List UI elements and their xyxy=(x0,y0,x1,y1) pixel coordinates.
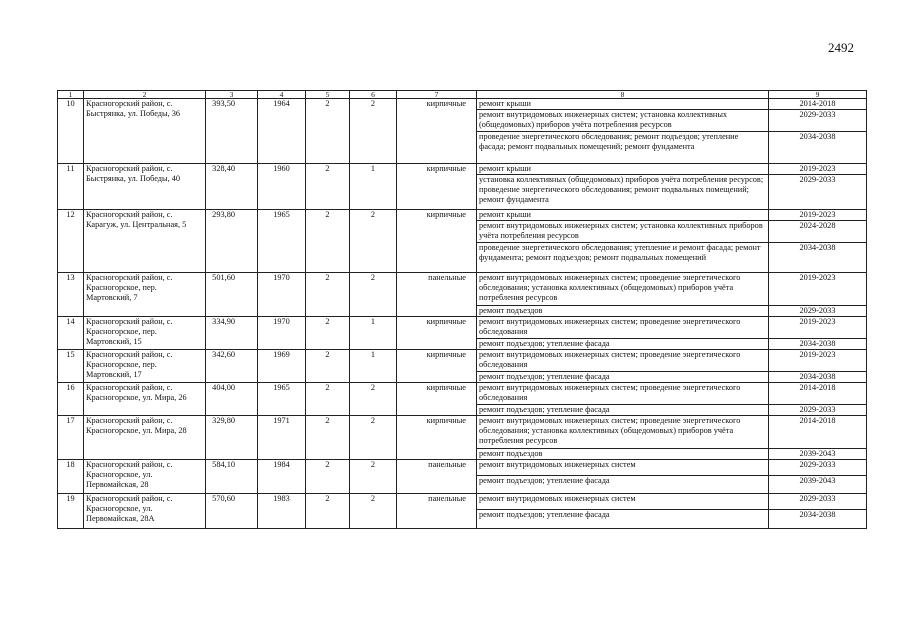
entrances-cell: 2 xyxy=(350,494,397,529)
floors-cell: 2 xyxy=(306,99,350,164)
year-cell: 1970 xyxy=(258,316,306,349)
house-number-cell: 16 xyxy=(58,382,84,415)
header-cell: 2 xyxy=(84,91,206,99)
period-cell: 2019-2023 xyxy=(769,349,867,371)
year-cell: 1969 xyxy=(258,349,306,382)
entrances-cell: 2 xyxy=(350,460,397,494)
work-type-cell: ремонт внутридомовых инженерных систем xyxy=(477,460,769,476)
entrances-cell: 2 xyxy=(350,415,397,459)
entrances-cell: 2 xyxy=(350,99,397,164)
period-cell: 2034-2038 xyxy=(769,132,867,164)
work-type-cell: ремонт внутридомовых инженерных систем; проведение энергетического обследования; установка коллективных (общедомовых) приборов учёта потребления ресурсов xyxy=(477,415,769,448)
header-cell: 8 xyxy=(477,91,769,99)
work-type-cell: ремонт внутридомовых инженерных систем; проведение энергетического обследования xyxy=(477,382,769,404)
wall-material-cell: кирпичные xyxy=(397,99,477,164)
floors-cell: 2 xyxy=(306,382,350,415)
work-type-cell: ремонт крыши xyxy=(477,99,769,110)
area-cell: 404,00 xyxy=(206,382,258,415)
work-type-cell: ремонт подъездов; утепление фасада xyxy=(477,371,769,382)
work-type-cell: ремонт внутридомовых инженерных систем; проведение энергетического обследования xyxy=(477,316,769,338)
entrances-cell: 1 xyxy=(350,349,397,382)
period-cell: 2029-2033 xyxy=(769,305,867,316)
work-type-cell: установка коллективных (общедомовых) приборов учёта потребления ресурсов; проведение энергетического обследования; ремонт подвальных помещений; ремонт фундамента xyxy=(477,175,769,210)
header-row xyxy=(58,91,867,99)
floors-cell: 2 xyxy=(306,210,350,272)
address-cell: Красногорский район, с. Красногорское, пер. Мартовский, 7 xyxy=(84,272,206,316)
work-type-cell: ремонт внутридомовых инженерных систем; проведение энергетического обследования; установка коллективных (общедомовых) приборов учёта потребления ресурсов xyxy=(477,272,769,305)
area-cell: 584,10 xyxy=(206,460,258,494)
house-number-cell: 11 xyxy=(58,164,84,210)
header-cell: 5 xyxy=(306,91,350,99)
work-type-cell: ремонт крыши xyxy=(477,210,769,221)
header-cell: 7 xyxy=(397,91,477,99)
work-type-cell: ремонт подъездов; утепление фасада xyxy=(477,338,769,349)
area-cell: 293,80 xyxy=(206,210,258,272)
header-cell: 6 xyxy=(350,91,397,99)
work-type-cell: ремонт внутридомовых инженерных систем; установка коллективных (общедомовых) приборов учёта потребления ресурсов xyxy=(477,110,769,132)
work-type-cell: ремонт подъездов; утепление фасада xyxy=(477,476,769,494)
period-cell: 2014-2018 xyxy=(769,99,867,110)
period-cell: 2039-2043 xyxy=(769,448,867,459)
year-cell: 1960 xyxy=(258,164,306,210)
table-row xyxy=(58,272,867,305)
period-cell: 2034-2038 xyxy=(769,338,867,349)
area-cell: 328,40 xyxy=(206,164,258,210)
work-type-cell: проведение энергетического обследования; ремонт подъездов; утепление фасада; ремонт подвальных помещений; ремонт фундамента xyxy=(477,132,769,164)
period-cell: 2029-2033 xyxy=(769,404,867,415)
table-row xyxy=(58,382,867,404)
house-number-cell: 19 xyxy=(58,494,84,529)
entrances-cell: 1 xyxy=(350,164,397,210)
period-cell: 2014-2018 xyxy=(769,415,867,448)
work-type-cell: ремонт подъездов; утепление фасада xyxy=(477,404,769,415)
wall-material-cell: кирпичные xyxy=(397,316,477,349)
table-row xyxy=(58,460,867,476)
wall-material-cell: панельные xyxy=(397,460,477,494)
house-number-cell: 14 xyxy=(58,316,84,349)
table-row xyxy=(58,99,867,110)
period-cell: 2029-2033 xyxy=(769,110,867,132)
address-cell: Красногорский район, с. Красногорское, ул. Мира, 26 xyxy=(84,382,206,415)
area-cell: 329,80 xyxy=(206,415,258,459)
wall-material-cell: кирпичные xyxy=(397,210,477,272)
year-cell: 1971 xyxy=(258,415,306,459)
period-cell: 2039-2043 xyxy=(769,476,867,494)
address-cell: Красногорский район, с. Карагуж, ул. Центральная, 5 xyxy=(84,210,206,272)
address-cell: Красногорский район, с. Красногорское, пер. Мартовский, 15 xyxy=(84,316,206,349)
floors-cell: 2 xyxy=(306,164,350,210)
work-type-cell: ремонт внутридомовых инженерных систем; установка коллективных приборов учёта потребления ресурсов xyxy=(477,221,769,242)
entrances-cell: 2 xyxy=(350,210,397,272)
table-row xyxy=(58,494,867,510)
wall-material-cell: панельные xyxy=(397,272,477,316)
period-cell: 2034-2038 xyxy=(769,510,867,529)
work-type-cell: проведение энергетического обследования; утепление и ремонт фасада; ремонт фундамента; ремонт подъездов; ремонт подвальных помещений xyxy=(477,242,769,272)
address-cell: Красногорский район, с. Быстрянка, ул. Победы, 40 xyxy=(84,164,206,210)
area-cell: 334,90 xyxy=(206,316,258,349)
area-cell: 393,50 xyxy=(206,99,258,164)
address-cell: Красногорский район, с. Быстрянка, ул. Победы, 36 xyxy=(84,99,206,164)
header-cell: 4 xyxy=(258,91,306,99)
header-cell: 9 xyxy=(769,91,867,99)
year-cell: 1965 xyxy=(258,210,306,272)
area-cell: 342,60 xyxy=(206,349,258,382)
floors-cell: 2 xyxy=(306,415,350,459)
period-cell: 2014-2018 xyxy=(769,382,867,404)
header-cell: 1 xyxy=(58,91,84,99)
header-cell: 3 xyxy=(206,91,258,99)
table-row xyxy=(58,164,867,175)
repair-schedule-table xyxy=(57,90,867,529)
house-number-cell: 12 xyxy=(58,210,84,272)
wall-material-cell: панельные xyxy=(397,494,477,529)
floors-cell: 2 xyxy=(306,460,350,494)
period-cell: 2034-2038 xyxy=(769,371,867,382)
wall-material-cell: кирпичные xyxy=(397,415,477,459)
floors-cell: 2 xyxy=(306,349,350,382)
table-row xyxy=(58,349,867,371)
address-cell: Красногорский район, с. Красногорское, ул. Мира, 28 xyxy=(84,415,206,459)
house-number-cell: 13 xyxy=(58,272,84,316)
page-number: 2492 xyxy=(828,40,854,55)
address-cell: Красногорский район, с. Красногорское, пер. Мартовский, 17 xyxy=(84,349,206,382)
period-cell: 2024-2028 xyxy=(769,221,867,242)
work-type-cell: ремонт подъездов xyxy=(477,448,769,459)
address-cell: Красногорский район, с. Красногорское, ул. Первомайская, 28А xyxy=(84,494,206,529)
house-number-cell: 15 xyxy=(58,349,84,382)
floors-cell: 2 xyxy=(306,316,350,349)
wall-material-cell: кирпичные xyxy=(397,349,477,382)
entrances-cell: 2 xyxy=(350,272,397,316)
entrances-cell: 1 xyxy=(350,316,397,349)
house-number-cell: 10 xyxy=(58,99,84,164)
year-cell: 1984 xyxy=(258,460,306,494)
area-cell: 570,60 xyxy=(206,494,258,529)
year-cell: 1970 xyxy=(258,272,306,316)
year-cell: 1964 xyxy=(258,99,306,164)
year-cell: 1965 xyxy=(258,382,306,415)
period-cell: 2019-2023 xyxy=(769,164,867,175)
period-cell: 2029-2033 xyxy=(769,460,867,476)
wall-material-cell: кирпичные xyxy=(397,164,477,210)
floors-cell: 2 xyxy=(306,272,350,316)
period-cell: 2019-2023 xyxy=(769,210,867,221)
address-cell: Красногорский район, с. Красногорское, ул. Первомайская, 28 xyxy=(84,460,206,494)
work-type-cell: ремонт подъездов; утепление фасада xyxy=(477,510,769,529)
period-cell: 2029-2033 xyxy=(769,175,867,210)
work-type-cell: ремонт крыши xyxy=(477,164,769,175)
period-cell: 2029-2033 xyxy=(769,494,867,510)
area-cell: 501,60 xyxy=(206,272,258,316)
entrances-cell: 2 xyxy=(350,382,397,415)
period-cell: 2034-2038 xyxy=(769,242,867,272)
table-row xyxy=(58,415,867,448)
period-cell: 2019-2023 xyxy=(769,316,867,338)
table-row xyxy=(58,316,867,338)
wall-material-cell: кирпичные xyxy=(397,382,477,415)
work-type-cell: ремонт внутридомовых инженерных систем; проведение энергетического обследования xyxy=(477,349,769,371)
house-number-cell: 17 xyxy=(58,415,84,459)
table-row xyxy=(58,210,867,221)
floors-cell: 2 xyxy=(306,494,350,529)
house-number-cell: 18 xyxy=(58,460,84,494)
work-type-cell: ремонт подъездов xyxy=(477,305,769,316)
work-type-cell: ремонт внутридомовых инженерных систем xyxy=(477,494,769,510)
year-cell: 1983 xyxy=(258,494,306,529)
period-cell: 2019-2023 xyxy=(769,272,867,305)
